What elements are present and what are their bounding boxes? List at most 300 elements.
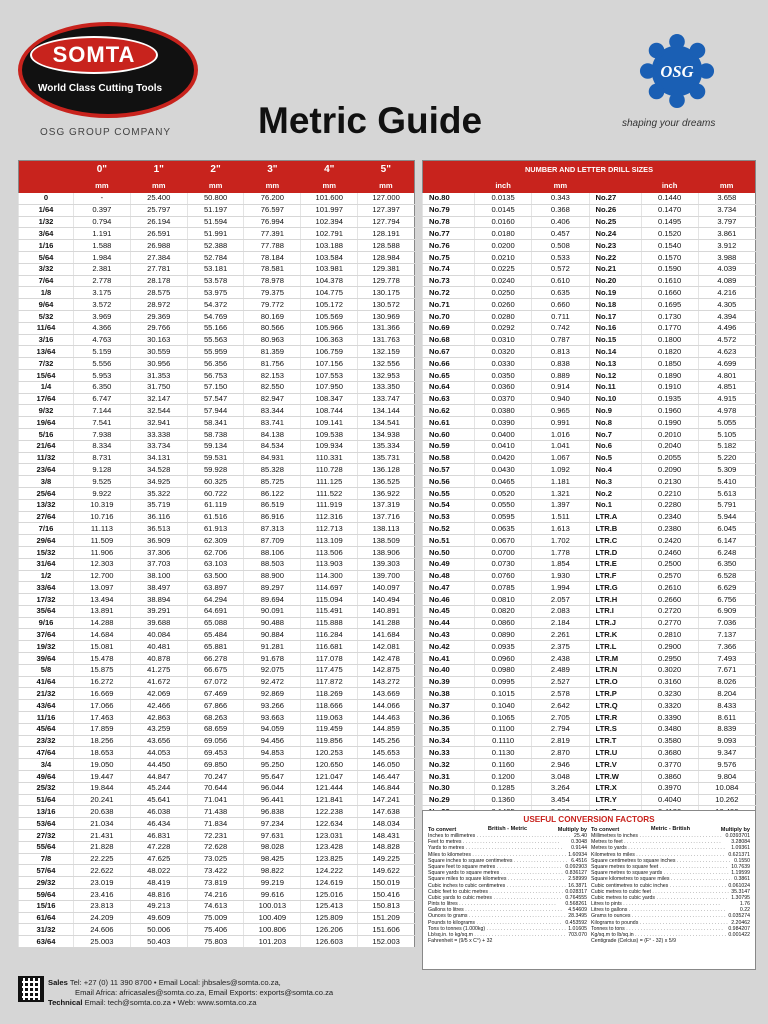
mm-value-cell: 151.209 (358, 912, 415, 924)
fraction-cell: 43/64 (19, 700, 74, 712)
drill-value-cell: 4.801 (698, 369, 755, 381)
mm-value-cell: 138.906 (358, 546, 415, 558)
fraction-cell: 35/64 (19, 605, 74, 617)
drill-value-cell: 3.861 (698, 228, 755, 240)
mm-value-cell: 111.125 (301, 476, 358, 488)
drill-value-cell: 0.1850 (641, 358, 698, 370)
conversion-factor: 0.9144 (571, 845, 587, 852)
drill-size-label: No.23 (589, 240, 641, 252)
mm-value-cell: 59.134 (187, 440, 244, 452)
mm-value-cell: 59.928 (187, 464, 244, 476)
drill-value-cell: 8.433 (698, 700, 755, 712)
table-row (423, 251, 756, 263)
drill-value-cell: 4.216 (698, 287, 755, 299)
mm-value-cell: 6.350 (74, 381, 131, 393)
conversion-label: Kg/sq.m to lb/sq.in . . . (591, 932, 726, 938)
table-row (423, 310, 756, 322)
mm-value-cell: 150.019 (358, 877, 415, 889)
mm-value-cell: 130.969 (358, 310, 415, 322)
conversion-factor: 0.22 (739, 907, 750, 914)
mm-value-cell: 138.113 (358, 523, 415, 535)
fraction-cell: 3/4 (19, 759, 74, 771)
drill-value-cell: 7.036 (698, 617, 755, 629)
mm-value-cell: 85.328 (244, 464, 301, 476)
drill-value-cell: 0.1110 (475, 735, 532, 747)
mm-value-cell: 34.925 (130, 476, 187, 488)
mm-value-cell: 44.450 (130, 759, 187, 771)
drill-size-label: No.69 (423, 322, 475, 334)
table-row (19, 617, 415, 629)
drill-value-cell: 9.576 (698, 759, 755, 771)
mm-value-cell: 133.747 (358, 393, 415, 405)
drill-value-cell: 8.026 (698, 676, 755, 688)
drill-value-cell: 0.1590 (641, 263, 698, 275)
table-row (19, 782, 415, 794)
mm-value-cell: 11.509 (74, 535, 131, 547)
table-row (423, 228, 756, 240)
drill-value-cell: 0.0550 (475, 499, 532, 511)
mm-value-cell: 47.228 (130, 841, 187, 853)
conversion-factor: 2.58999 (568, 876, 587, 883)
table-row (423, 240, 756, 252)
table-row (19, 417, 415, 429)
mm-value-cell: 92.472 (244, 676, 301, 688)
drill-size-label: No.36 (423, 712, 475, 724)
mm-value-cell: 58.341 (187, 417, 244, 429)
table-row (423, 204, 756, 216)
drill-value-cell: 0.660 (532, 299, 589, 311)
table-row (423, 393, 756, 405)
mm-value-cell: 148.034 (358, 818, 415, 830)
mm-value-cell: 3.572 (74, 299, 131, 311)
drill-corner (589, 179, 641, 193)
drill-size-label: No.58 (423, 452, 475, 464)
mm-value-cell: 119.856 (301, 735, 358, 747)
drill-value-cell: 1.702 (532, 535, 589, 547)
mm-value-cell: 127.000 (358, 193, 415, 205)
drill-value-cell: 0.711 (532, 310, 589, 322)
drill-value-cell: 0.0960 (475, 653, 532, 665)
mm-value-cell: 76.994 (244, 216, 301, 228)
mm-value-cell: 84.534 (244, 440, 301, 452)
conversion-factor: 0.453592 (565, 919, 587, 926)
mm-value-cell: 100.806 (244, 924, 301, 936)
conversion-label: Square miles to square kilometres . . . (428, 876, 566, 882)
table-row (19, 275, 415, 287)
drill-value-cell: 0.1065 (475, 712, 532, 724)
drill-value-cell: 0.2570 (641, 570, 698, 582)
drill-value-cell: 0.1820 (641, 346, 698, 358)
drill-value-cell: 0.1800 (641, 334, 698, 346)
table-row (423, 358, 756, 370)
drill-value-cell: 4.305 (698, 299, 755, 311)
fraction-cell: 29/32 (19, 877, 74, 889)
drill-value-cell: 0.1935 (641, 393, 698, 405)
fraction-cell: 11/64 (19, 322, 74, 334)
drill-size-label: No.33 (423, 747, 475, 759)
drill-size-label: No.67 (423, 346, 475, 358)
mm-value-cell: 145.653 (358, 747, 415, 759)
mm-value-cell: 45.641 (130, 794, 187, 806)
mm-value-cell: 83.344 (244, 405, 301, 417)
mm-value-cell: 26.988 (130, 240, 187, 252)
drill-size-label: LTR.V (589, 759, 641, 771)
drill-value-cell: 0.635 (532, 287, 589, 299)
mm-value-cell: 84.931 (244, 452, 301, 464)
sales-contact[interactable]: Tel: +27 (0) 11 390 8700 • Email Local: jhbsales@somta.co.za, (69, 978, 281, 987)
drill-size-label: LTR.A (589, 511, 641, 523)
mm-value-cell: 146.844 (358, 782, 415, 794)
mm-value-cell: 8.731 (74, 452, 131, 464)
conversion-label: Square centimetres to square inches . . . (591, 858, 732, 864)
multiply-by-label: Multiply by (720, 827, 750, 833)
table-row (423, 476, 756, 488)
drill-value-cell: 3.912 (698, 240, 755, 252)
drill-size-label: LTR.G (589, 582, 641, 594)
drill-value-cell: 0.3680 (641, 747, 698, 759)
mm-value-cell: 150.416 (358, 889, 415, 901)
mm-value-cell: 75.009 (187, 912, 244, 924)
drill-size-label: No.7 (589, 428, 641, 440)
mm-value-cell: 41.275 (130, 664, 187, 676)
drill-size-label: No.29 (423, 794, 475, 806)
conversion-col-metric-british (589, 826, 752, 944)
drill-value-cell: 0.1040 (475, 700, 532, 712)
drill-value-cell: 0.3970 (641, 782, 698, 794)
table-row (423, 464, 756, 476)
mm-value-cell: 72.628 (187, 841, 244, 853)
drill-value-cell: 0.0135 (475, 193, 532, 205)
mm-value-cell: 121.444 (301, 782, 358, 794)
drill-value-cell: 0.3020 (641, 664, 698, 676)
fraction-cell: 11/32 (19, 452, 74, 464)
drill-value-cell: 0.508 (532, 240, 589, 252)
mm-value-cell: 100.013 (244, 900, 301, 912)
conversion-factor: 0.764555 (565, 894, 587, 901)
mm-value-cell: 96.838 (244, 806, 301, 818)
mm-value-cell: 89.297 (244, 582, 301, 594)
fraction-cell: 1/2 (19, 570, 74, 582)
mm-value-cell: 57.944 (187, 405, 244, 417)
mm-value-cell: 103.584 (301, 251, 358, 263)
mm-value-cell: 92.075 (244, 664, 301, 676)
mm-value-cell: 103.981 (301, 263, 358, 275)
mm-value-cell: 86.916 (244, 511, 301, 523)
drill-value-cell: 0.2420 (641, 535, 698, 547)
conversion-factor: 1.19599 (731, 870, 750, 877)
mm-value-cell: 1.984 (74, 251, 131, 263)
col-header: 5" (358, 161, 415, 179)
mm-value-cell: 151.606 (358, 924, 415, 936)
drill-value-cell: 0.1200 (475, 771, 532, 783)
drill-value-cell: 0.3320 (641, 700, 698, 712)
mm-value-cell: 48.419 (130, 877, 187, 889)
mm-value-cell: 64.691 (187, 605, 244, 617)
mm-value-cell: 48.816 (130, 889, 187, 901)
mm-value-cell: 112.316 (301, 511, 358, 523)
drill-value-cell: 6.756 (698, 594, 755, 606)
drill-size-label: No.47 (423, 582, 475, 594)
conversion-label: Square feet to square metres . . . (428, 864, 563, 870)
mm-value-cell: 19.447 (74, 771, 131, 783)
table-row (19, 322, 415, 334)
multiply-by-label: Multiply by (557, 827, 587, 833)
conversion-factor: 0.568261 (565, 901, 587, 908)
drill-value-cell: 2.261 (532, 629, 589, 641)
mm-value-cell: 61.516 (187, 511, 244, 523)
mm-value-cell: 71.041 (187, 794, 244, 806)
mm-value-cell: 142.478 (358, 653, 415, 665)
drill-value-cell: 3.048 (532, 771, 589, 783)
table-row (423, 700, 756, 712)
drill-size-label: No.61 (423, 417, 475, 429)
fraction-cell: 3/16 (19, 334, 74, 346)
table-row (423, 594, 756, 606)
mm-value-cell: 78.581 (244, 263, 301, 275)
drill-size-label: No.4 (589, 464, 641, 476)
mm-value-cell: 28.178 (130, 275, 187, 287)
drill-size-label: No.10 (589, 393, 641, 405)
drill-value-cell: 4.496 (698, 322, 755, 334)
drill-size-label: No.64 (423, 381, 475, 393)
conversion-factor: 28.3495 (568, 913, 587, 920)
col-mm: mm (532, 179, 589, 193)
mm-value-cell: 19.050 (74, 759, 131, 771)
mm-value-cell: 91.678 (244, 653, 301, 665)
drill-value-cell: 0.1695 (641, 299, 698, 311)
drill-value-cell: 0.0390 (475, 417, 532, 429)
fraction-cell: 19/64 (19, 417, 74, 429)
table-row (19, 900, 415, 912)
table-row (19, 877, 415, 889)
mm-value-cell: 69.850 (187, 759, 244, 771)
drill-value-cell: 0.0292 (475, 322, 532, 334)
drill-value-cell: 3.264 (532, 782, 589, 794)
drill-value-cell: 2.375 (532, 641, 589, 653)
drill-value-cell: 0.610 (532, 275, 589, 287)
mm-value-cell: 15.875 (74, 664, 131, 676)
mm-value-cell: 51.594 (187, 216, 244, 228)
table-row (19, 830, 415, 842)
drill-value-cell: 0.457 (532, 228, 589, 240)
drill-size-label: LTR.I (589, 605, 641, 617)
drill-size-label: LTR.M (589, 653, 641, 665)
drill-value-cell: 0.787 (532, 334, 589, 346)
fraction-cell: 45/64 (19, 723, 74, 735)
conversion-label: Inches to millimetres . . . (428, 833, 572, 839)
mm-value-cell: 30.559 (130, 346, 187, 358)
drill-value-cell: 0.1770 (641, 322, 698, 334)
conversion-factor: 3.28084 (731, 839, 750, 846)
drill-value-cell: 0.0250 (475, 287, 532, 299)
mm-value-cell: 7.144 (74, 405, 131, 417)
table-row (423, 511, 756, 523)
drill-corner (423, 179, 475, 193)
mm-value-cell: 67.866 (187, 700, 244, 712)
mm-value-cell: 13.097 (74, 582, 131, 594)
drill-size-label: LTR.T (589, 735, 641, 747)
table-row (423, 688, 756, 700)
drill-value-cell: 0.940 (532, 393, 589, 405)
table-row (19, 629, 415, 641)
mm-value-cell: 59.531 (187, 452, 244, 464)
mm-value-cell: - (74, 193, 131, 205)
conversion-label: Kilograms to pounds . . . (591, 920, 729, 926)
drill-value-cell: 0.0360 (475, 381, 532, 393)
mm-value-cell: 97.631 (244, 830, 301, 842)
conversion-label: Square yards to square metres . . . (428, 870, 563, 876)
mm-value-cell: 99.219 (244, 877, 301, 889)
mm-value-cell: 30.163 (130, 334, 187, 346)
mm-value-cell: 40.481 (130, 641, 187, 653)
mm-value-cell: 57.150 (187, 381, 244, 393)
mm-value-cell: 9.525 (74, 476, 131, 488)
mm-value-cell: 38.497 (130, 582, 187, 594)
drill-value-cell: 2.705 (532, 712, 589, 724)
page-title: Metric Guide (258, 100, 483, 141)
drill-value-cell: 1.016 (532, 428, 589, 440)
mm-value-cell: 21.034 (74, 818, 131, 830)
mm-value-cell: 118.269 (301, 688, 358, 700)
mm-value-cell: 139.303 (358, 558, 415, 570)
fraction-cell: 1/32 (19, 216, 74, 228)
fraction-cell: 57/64 (19, 865, 74, 877)
africa-contact[interactable]: Email Africa: africasales@somta.co.za, Email Exports: exports@somta.co.za (75, 988, 334, 997)
drill-value-cell: 4.699 (698, 358, 755, 370)
drill-value-cell: 0.0225 (475, 263, 532, 275)
mm-value-cell: 1.588 (74, 240, 131, 252)
mm-value-cell: 37.306 (130, 546, 187, 558)
drill-size-label: No.54 (423, 499, 475, 511)
conversion-factor: 0.0393701 (725, 833, 750, 839)
mm-value-cell: 71.834 (187, 818, 244, 830)
drill-value-cell: 0.572 (532, 263, 589, 275)
drill-size-label: No.26 (589, 204, 641, 216)
drill-value-cell: 0.2610 (641, 582, 698, 594)
mm-value-cell: 37.703 (130, 558, 187, 570)
conversion-label: Tons to tonnes (1.000kg) . . . (428, 926, 566, 932)
drill-value-cell: 6.045 (698, 523, 755, 535)
conversion-label: Feet to metres . . . (428, 839, 569, 845)
col-mm: mm (698, 179, 755, 193)
mm-value-cell: 50.006 (130, 924, 187, 936)
mm-value-cell: 67.469 (187, 688, 244, 700)
mm-value-cell: 97.234 (244, 818, 301, 830)
drill-size-label: No.44 (423, 617, 475, 629)
inch-table-header (19, 161, 415, 179)
fraction-cell: 39/64 (19, 653, 74, 665)
mm-value-cell: 122.634 (301, 818, 358, 830)
drill-value-cell: 1.041 (532, 440, 589, 452)
table-row (423, 499, 756, 511)
mm-value-cell: 96.441 (244, 794, 301, 806)
drill-value-cell: 6.147 (698, 535, 755, 547)
drill-value-cell: 5.220 (698, 452, 755, 464)
mm-value-cell: 2.778 (74, 275, 131, 287)
unit-label: mm (301, 179, 358, 193)
mm-value-cell: 51.991 (187, 228, 244, 240)
table-row (423, 417, 756, 429)
drill-size-label: No.78 (423, 216, 475, 228)
conversion-factor: 1.60934 (568, 851, 587, 858)
mm-value-cell: 76.200 (244, 193, 301, 205)
drill-value-cell: 5.410 (698, 476, 755, 488)
drill-value-cell: 0.0210 (475, 251, 532, 263)
mm-value-cell: 61.119 (187, 499, 244, 511)
table-row (423, 381, 756, 393)
mm-value-cell: 10.716 (74, 511, 131, 523)
table-row (19, 924, 415, 936)
mm-value-cell: 128.588 (358, 240, 415, 252)
mm-value-cell: 132.159 (358, 346, 415, 358)
mm-value-cell: 56.753 (187, 369, 244, 381)
mm-value-cell: 132.556 (358, 358, 415, 370)
table-row (19, 428, 415, 440)
mm-value-cell: 78.184 (244, 251, 301, 263)
drill-value-cell: 0.0635 (475, 523, 532, 535)
drill-size-label: No.39 (423, 676, 475, 688)
somta-tagline: World Class Cutting Tools (38, 83, 163, 94)
conversion-factor: 1.01605 (568, 925, 587, 932)
mm-value-cell: 118.666 (301, 700, 358, 712)
table-row (19, 310, 415, 322)
drill-value-cell: 0.3770 (641, 759, 698, 771)
mm-value-cell: 41.672 (130, 676, 187, 688)
conversion-factor (748, 938, 750, 944)
table-row (19, 546, 415, 558)
mm-value-cell: 43.259 (130, 723, 187, 735)
mm-value-cell: 22.622 (74, 865, 131, 877)
mm-value-cell: 95.250 (244, 759, 301, 771)
drill-value-cell: 0.2810 (641, 629, 698, 641)
table-row (19, 771, 415, 783)
fraction-cell: 41/64 (19, 676, 74, 688)
mm-value-cell: 114.300 (301, 570, 358, 582)
drill-size-label: No.63 (423, 393, 475, 405)
mm-value-cell: 107.553 (301, 369, 358, 381)
mm-value-cell: 123.825 (301, 853, 358, 865)
mm-value-cell: 115.094 (301, 594, 358, 606)
mm-value-cell: 146.447 (358, 771, 415, 783)
mm-value-cell: 52.388 (187, 240, 244, 252)
mm-value-cell: 120.650 (301, 759, 358, 771)
mm-value-cell: 23.813 (74, 900, 131, 912)
table-row (423, 664, 756, 676)
drill-value-cell: 4.623 (698, 346, 755, 358)
mm-value-cell: 63.897 (187, 582, 244, 594)
mm-value-cell: 139.700 (358, 570, 415, 582)
drill-value-cell: 6.909 (698, 605, 755, 617)
mm-value-cell: 148.431 (358, 830, 415, 842)
drill-value-cell: 6.350 (698, 558, 755, 570)
drill-value-cell: 10.262 (698, 794, 755, 806)
table-row (19, 381, 415, 393)
table-row (423, 546, 756, 558)
osg-logo-text: OSG (660, 61, 694, 81)
mm-value-cell: 54.372 (187, 299, 244, 311)
mm-value-cell: 144.463 (358, 712, 415, 724)
conversion-factor: 1.76 (739, 901, 750, 908)
drill-value-cell: 2.184 (532, 617, 589, 629)
mm-value-cell: 134.938 (358, 428, 415, 440)
conversion-factor: 2.20462 (731, 919, 750, 926)
technical-contact[interactable]: Email: tech@somta.co.za • Web: www.somta.co.za (84, 998, 257, 1007)
drill-value-cell: 0.1520 (641, 228, 698, 240)
fraction-cell: 59/64 (19, 889, 74, 901)
drill-value-cell: 0.2500 (641, 558, 698, 570)
sales-label: Sales (48, 978, 68, 987)
mm-value-cell: 17.066 (74, 700, 131, 712)
